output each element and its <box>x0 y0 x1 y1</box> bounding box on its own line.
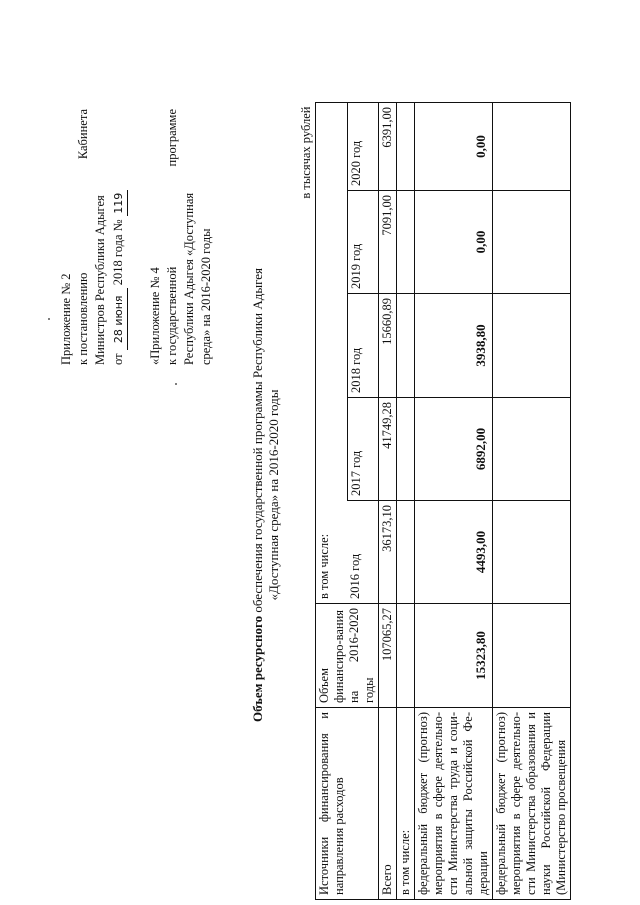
table-row-total <box>379 103 397 900</box>
header-row <box>316 103 348 900</box>
table-row-federal-labor <box>415 103 493 900</box>
table-row-federal-education <box>493 103 571 900</box>
header-year-2018: 2018 год <box>347 294 379 398</box>
row-value-2019: 0,00 <box>415 191 493 294</box>
document-title <box>250 235 282 755</box>
number-handwritten: 119 <box>110 190 128 216</box>
row-value-2018: 15660,89 <box>379 294 397 398</box>
appendix-2-line-4: от 28 июня 2018 года № 119 <box>110 190 128 365</box>
row-label: в том числе: <box>397 708 415 900</box>
header-year-2016: 2016 год <box>347 501 379 604</box>
budget-table <box>298 102 571 900</box>
row-label: федеральный бюджет (прогноз) мероприятия в сфере деятельно-сти Министерства образования и науки Российской Федерации (Министерство просвещения <box>493 708 571 900</box>
row-value-2016: 4493,00 <box>415 501 493 604</box>
appendix-4-line-1: «Приложение № 4 <box>148 267 162 365</box>
header-year-2017: 2017 год <box>347 398 379 501</box>
header-year-2019: 2019 год <box>347 191 379 294</box>
appendix-2-line-3: Министров Республики Адыгея <box>93 195 107 365</box>
header-including: в том числе: <box>316 103 348 604</box>
scan-speck <box>175 383 177 385</box>
appendix-2-line-2: к постановлению Кабинета <box>76 109 90 365</box>
row-label: федеральный бюджет (прогноз) мероприятия в сфере деятельно-сти Министерства труда и соци-альной защиты Российской Фе-дерации <box>415 708 493 900</box>
appendix-2-line-1: Приложение № 2 <box>59 273 73 365</box>
row-value-2018: 3938,80 <box>415 294 493 398</box>
title-line-2: «Доступная среда» на 2016-2020 годы <box>266 389 281 601</box>
appendix-4-line-4: среда» на 2016-2020 годы <box>199 228 213 365</box>
row-total: 107065,27 <box>379 604 397 708</box>
row-total: 15323,80 <box>415 604 493 708</box>
header-year-2020: 2020 год <box>347 103 379 191</box>
date-handwritten: 28 июня <box>110 288 128 350</box>
row-value-2019: 7091,00 <box>379 191 397 294</box>
unit-label: в тысячах рублей <box>298 103 316 900</box>
row-value-2016: 36173,10 <box>379 501 397 604</box>
row-value-2020: 6391,00 <box>379 103 397 191</box>
appendix-4-line-2: к государственной программе <box>165 109 179 365</box>
row-label: Всего <box>379 708 397 900</box>
appendix-4-line-3: Республики Адыгея «Доступная <box>182 192 196 365</box>
header-volume: Объем финансиро-вания на 2016-2020 годы <box>316 604 379 708</box>
row-value-2017: 6892,00 <box>415 398 493 501</box>
row-value-2017: 41749,28 <box>379 398 397 501</box>
table-row-including <box>397 103 415 900</box>
title-line-1: Объем ресурсного обеспечения государственной программы Республики Адыгея <box>250 268 265 722</box>
header-source: Источники финансирования и направления расходов <box>316 708 379 900</box>
scan-speck <box>48 318 50 320</box>
row-value-2020: 0,00 <box>415 103 493 191</box>
